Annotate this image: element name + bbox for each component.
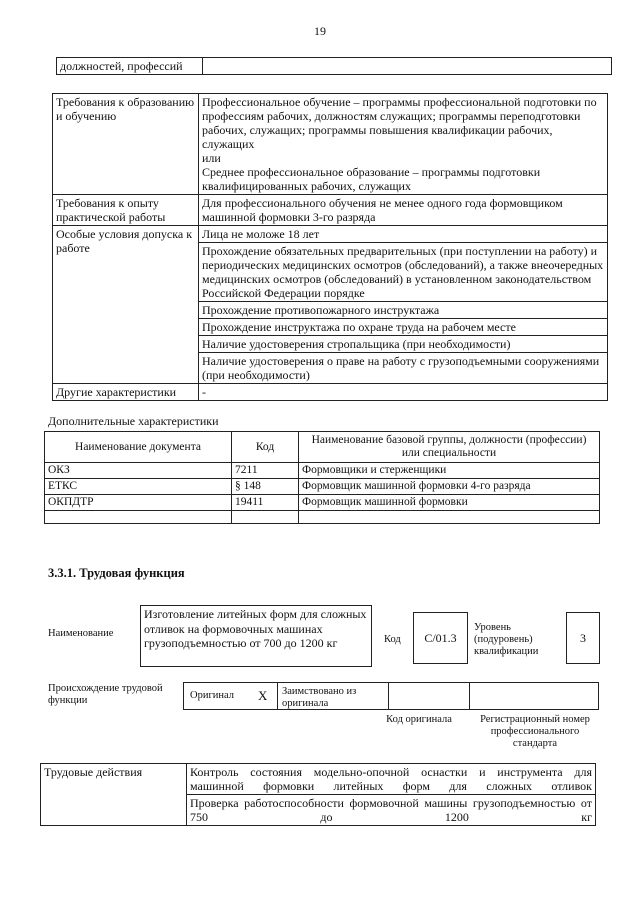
qualification-level: 3 <box>566 612 600 664</box>
borrowed-label: Заимствовано из оригинала <box>282 686 357 709</box>
experience-label: Требования к опыту практической работы <box>53 195 199 226</box>
doc-code: 7211 <box>232 463 299 479</box>
actions-label: Трудовые действия <box>41 764 187 826</box>
doc-group: Формовщик машинной формовки 4-го разряда <box>299 479 600 495</box>
education-line-1: Профессиональное обучение – программы профессиональной подготовки по профессиям рабочих, должностям служащих; программы переподготовки рабочих, служащих; программы повышения квалификации рабочих, служащих <box>202 95 597 151</box>
header-code: Код <box>232 432 299 463</box>
function-code: C/01.3 <box>413 612 468 664</box>
special-item-3: Прохождение противопожарного инструктажа <box>199 302 608 319</box>
additional-title: Дополнительные характеристики <box>48 414 219 428</box>
page-number: 19 <box>314 24 326 38</box>
doc-group: Формовщик машинной формовки <box>299 495 600 511</box>
special-item-5: Наличие удостоверения стропальщика (при необходимости) <box>199 336 608 353</box>
special-item-4: Прохождение инструктажа по охране труда на рабочем месте <box>199 319 608 336</box>
action-item: Проверка работоспособности формовочной машины грузоподъемностью от 750 до 1200 кг <box>187 795 596 826</box>
origin-divider <box>277 682 278 710</box>
education-line-2: или <box>202 151 221 165</box>
origin-divider <box>388 682 389 710</box>
header-document: Наименование документа <box>45 432 232 463</box>
requirements-table <box>52 93 608 401</box>
reg-number-label: Регистрационный номер профессионального стандарта <box>480 714 590 749</box>
header-group: Наименование базовой группы, должности (профессии) или специальности <box>299 432 600 463</box>
table-row <box>45 479 600 495</box>
education-label: Требования к образованию и обучению <box>53 94 199 195</box>
top-row-label: должностей, профессий <box>57 58 203 75</box>
original-mark: X <box>258 688 268 703</box>
doc-code: § 148 <box>232 479 299 495</box>
special-conditions-label: Особые условия допуска к работе <box>53 226 199 384</box>
level-label: Уровень (подуровень) квалификации <box>474 622 539 657</box>
other-label: Другие характеристики <box>53 384 199 401</box>
action-item: Контроль состояния модельно-опочной оснастки и инструмента для машинной формовки литейных форм для сложных отливок <box>187 764 596 795</box>
special-item-6: Наличие удостоверения о праве на работу с грузоподъемными сооружениями (при необходимости) <box>199 353 608 384</box>
additional-table <box>44 431 600 524</box>
special-item-1: Лица не моложе 18 лет <box>199 226 608 243</box>
table-row <box>45 511 600 524</box>
education-row <box>53 94 608 195</box>
table-row <box>45 463 600 479</box>
origin-divider <box>469 682 470 710</box>
labor-actions-table <box>40 763 596 826</box>
top-continuation-table <box>56 57 612 75</box>
doc-name: ОКЗ <box>45 463 232 479</box>
education-value <box>199 94 608 195</box>
function-name: Изготовление литейных форм для сложных отливок на формовочных машинах грузоподъемностью от 700 до 1200 кг <box>140 605 372 667</box>
doc-group: Формовщики и стерженщики <box>299 463 600 479</box>
original-label: Оригинал <box>190 690 234 701</box>
name-label: Наименование <box>48 628 114 639</box>
code-original-label: Код оригинала <box>386 714 452 725</box>
origin-row <box>183 682 599 710</box>
doc-name: ЕТКС <box>45 479 232 495</box>
other-value: - <box>199 384 608 401</box>
table-row <box>45 495 600 511</box>
education-line-3: Среднее профессиональное образование – программы подготовки квалифицированных рабочих, служащих <box>202 165 541 193</box>
section-title: 3.3.1. Трудовая функция <box>48 566 185 580</box>
experience-row <box>53 195 608 226</box>
special-item-2: Прохождение обязательных предварительных (при поступлении на работу) и периодических медицинских осмотров (обследований), а также внеочередных медицинских осмотров (обследований) в установленном законодательством Российской Федерации порядке <box>199 243 608 302</box>
top-row-value <box>203 58 612 75</box>
experience-value: Для профессионального обучения не менее одного года формовщиком машинной формовки 3-го разряда <box>199 195 608 226</box>
code-label: Код <box>384 634 401 645</box>
doc-code: 19411 <box>232 495 299 511</box>
additional-header-row <box>45 432 600 463</box>
origin-label: Происхождение трудовой функции <box>48 683 163 706</box>
other-row <box>53 384 608 401</box>
doc-name: ОКПДТР <box>45 495 232 511</box>
